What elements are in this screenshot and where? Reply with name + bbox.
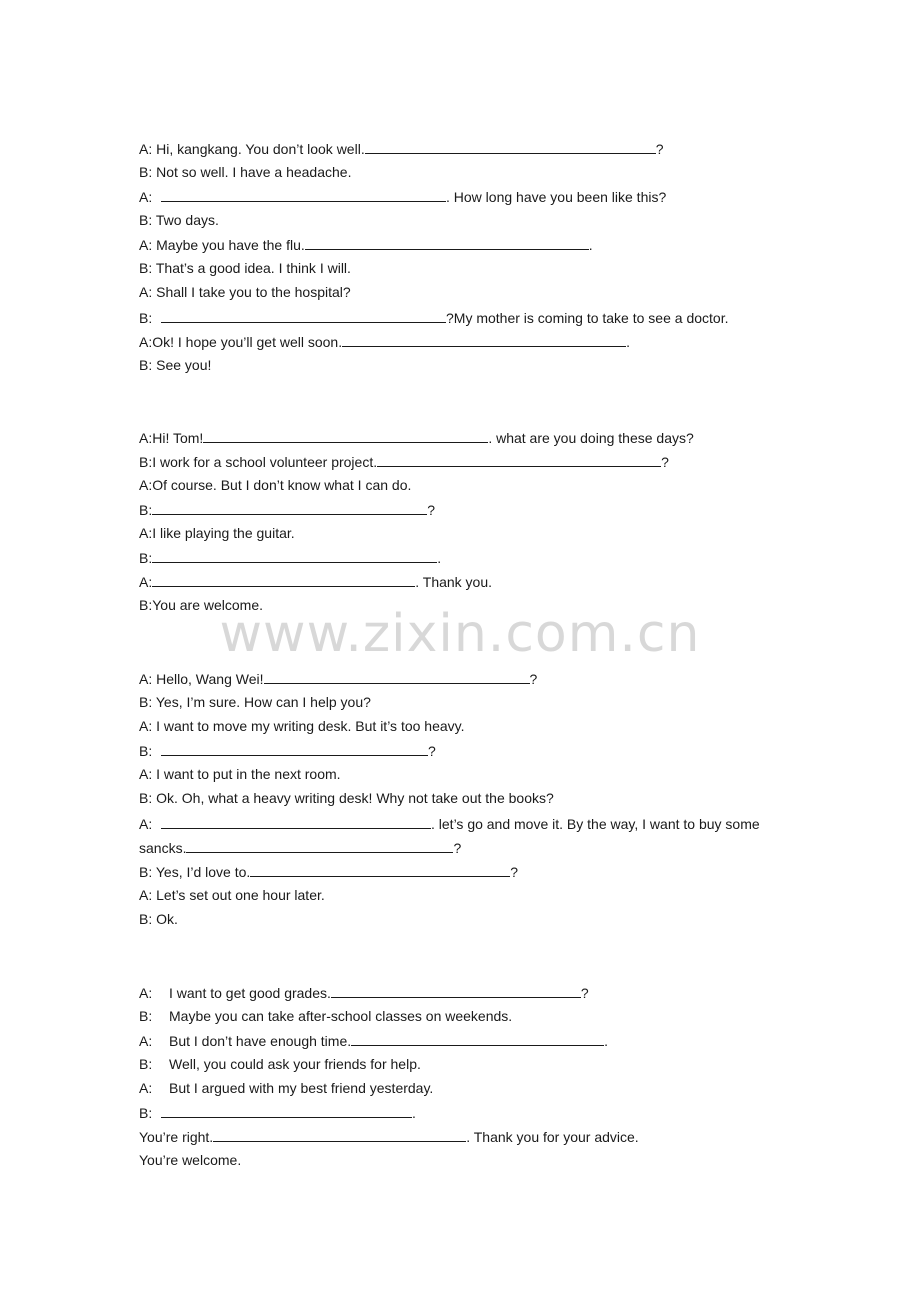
dialog3-line-4 [139,741,436,760]
dialog1-line-9 [139,332,630,351]
dialog4-line-1 [139,983,589,1002]
dialog3-line-2: B: Yes, I’m sure. How can I help you? [139,694,371,710]
dialog4-line-8: You’re welcome. [139,1152,242,1168]
dialog4-line-3 [139,1031,608,1050]
speaker-label: A: [139,574,153,590]
dialog1-line-10: B: See you! [139,357,212,373]
speaker-label: B: [139,1056,153,1072]
answer-blank[interactable] [152,500,427,515]
dialog4-line-6 [139,1103,416,1122]
answer-blank[interactable] [186,838,453,853]
line-text: . what are you doing these days? [488,430,694,446]
line-text: ? [580,985,589,1001]
dialog2-line-7 [139,572,492,591]
dialog1-line-2: B: Not so well. I have a headache. [139,164,352,180]
answer-blank[interactable] [377,452,661,467]
answer-blank[interactable] [161,814,431,829]
answer-blank[interactable] [152,548,437,563]
speaker-label: B: [139,550,153,566]
line-text: . [588,237,593,253]
dialog4-line-4 [139,1055,421,1073]
line-text: A: Hello, Wang Wei! [139,671,264,687]
line-text: ? [661,454,669,470]
dialog3-line-9 [139,862,518,881]
answer-blank[interactable] [161,741,428,756]
dialog2-line-5: A:I like playing the guitar. [139,525,295,541]
speaker-label: B: [139,310,153,326]
dialog3-line-6: B: Ok. Oh, what a heavy writing desk! Why not take out the books? [139,790,554,806]
answer-blank[interactable] [264,669,530,684]
line-text: But I argued with my best friend yesterday. [169,1080,434,1096]
dialog1-line-8 [139,308,728,327]
dialog1-line-6: B: That’s a good idea. I think I will. [139,260,351,276]
dialog3-line-1 [139,669,537,688]
line-text: . [412,1105,416,1121]
speaker-label: A: [139,189,153,205]
speaker-label: A: [139,1033,153,1049]
line-text: A:Ok! I hope you’ll get well soon. [139,334,343,350]
dialog3-line-5: A: I want to put in the next room. [139,766,341,782]
answer-blank[interactable] [213,1127,466,1142]
dialog1-line-3 [139,187,666,206]
line-text: . [437,550,442,566]
answer-blank[interactable] [331,983,581,998]
dialog3-line-8 [139,838,461,857]
speaker-label: B: [139,502,153,518]
answer-blank[interactable] [161,308,446,323]
dialog1-line-4: B: Two days. [139,212,219,228]
line-text: . Thank you for your advice. [466,1129,639,1145]
answer-blank[interactable] [250,862,510,877]
speaker-label: B: [139,1105,153,1121]
speaker-label: A: [139,1080,153,1096]
line-text: I want to get good grades. [169,985,331,1001]
dialog3-line-11: B: Ok. [139,911,178,927]
dialog4-line-7 [139,1127,639,1146]
line-text: Maybe you can take after-school classes on weekends. [169,1008,513,1024]
line-text: A: Maybe you have the flu. [139,237,305,253]
line-text: sancks. [139,840,187,856]
line-text: . How long have you been like this? [446,189,667,205]
dialog2-line-1 [139,428,694,447]
answer-blank[interactable] [305,235,589,250]
dialog2-line-4 [139,500,435,519]
speaker-label: B: [139,743,153,759]
dialog2-line-6 [139,548,441,567]
dialog4-line-2 [139,1007,512,1025]
answer-blank[interactable] [365,139,656,154]
line-text: ? [510,864,519,880]
dialog2-line-3: A:Of course. But I don’t know what I can do. [139,477,412,493]
dialog3-line-7 [139,814,760,833]
line-text: ? [529,671,538,687]
answer-blank[interactable] [161,187,446,202]
line-text: . let’s go and move it. By the way, I want to buy some [431,816,760,832]
line-text: ?My mother is coming to take to see a doctor. [446,310,729,326]
answer-blank[interactable] [351,1031,604,1046]
dialog3-line-3: A: I want to move my writing desk. But it’s too heavy. [139,718,465,734]
line-text: Well, you could ask your friends for help. [169,1056,421,1072]
line-text: ? [428,743,436,759]
line-text: B: Yes, I’d love to. [139,864,251,880]
dialog1-line-1 [139,139,664,158]
dialog2-line-2 [139,452,669,471]
line-text: ? [427,502,436,518]
answer-blank[interactable] [152,572,415,587]
dialog1-line-7: A: Shall I take you to the hospital? [139,284,351,300]
dialog4-line-5 [139,1079,433,1097]
speaker-label: B: [139,1008,153,1024]
dialog3-line-10: A: Let’s set out one hour later. [139,887,325,903]
answer-blank[interactable] [342,332,626,347]
answer-blank[interactable] [161,1103,412,1118]
line-text: ? [655,141,664,157]
line-text: ? [453,840,462,856]
line-text: A:Hi! Tom! [139,430,204,446]
line-text: . [626,334,630,350]
line-text: A: Hi, kangkang. You don’t look well. [139,141,365,157]
line-text: You’re right. [139,1129,214,1145]
dialog2-line-8: B:You are welcome. [139,597,263,613]
line-text: But I don’t have enough time. [169,1033,352,1049]
speaker-label: A: [139,816,153,832]
dialog1-line-5 [139,235,593,254]
speaker-label: A: [139,985,153,1001]
line-text: . Thank you. [415,574,493,590]
line-text: B:I work for a school volunteer project. [139,454,378,470]
watermark: www.zixin.com.cn [219,604,701,664]
answer-blank[interactable] [203,428,488,443]
line-text: . [604,1033,609,1049]
